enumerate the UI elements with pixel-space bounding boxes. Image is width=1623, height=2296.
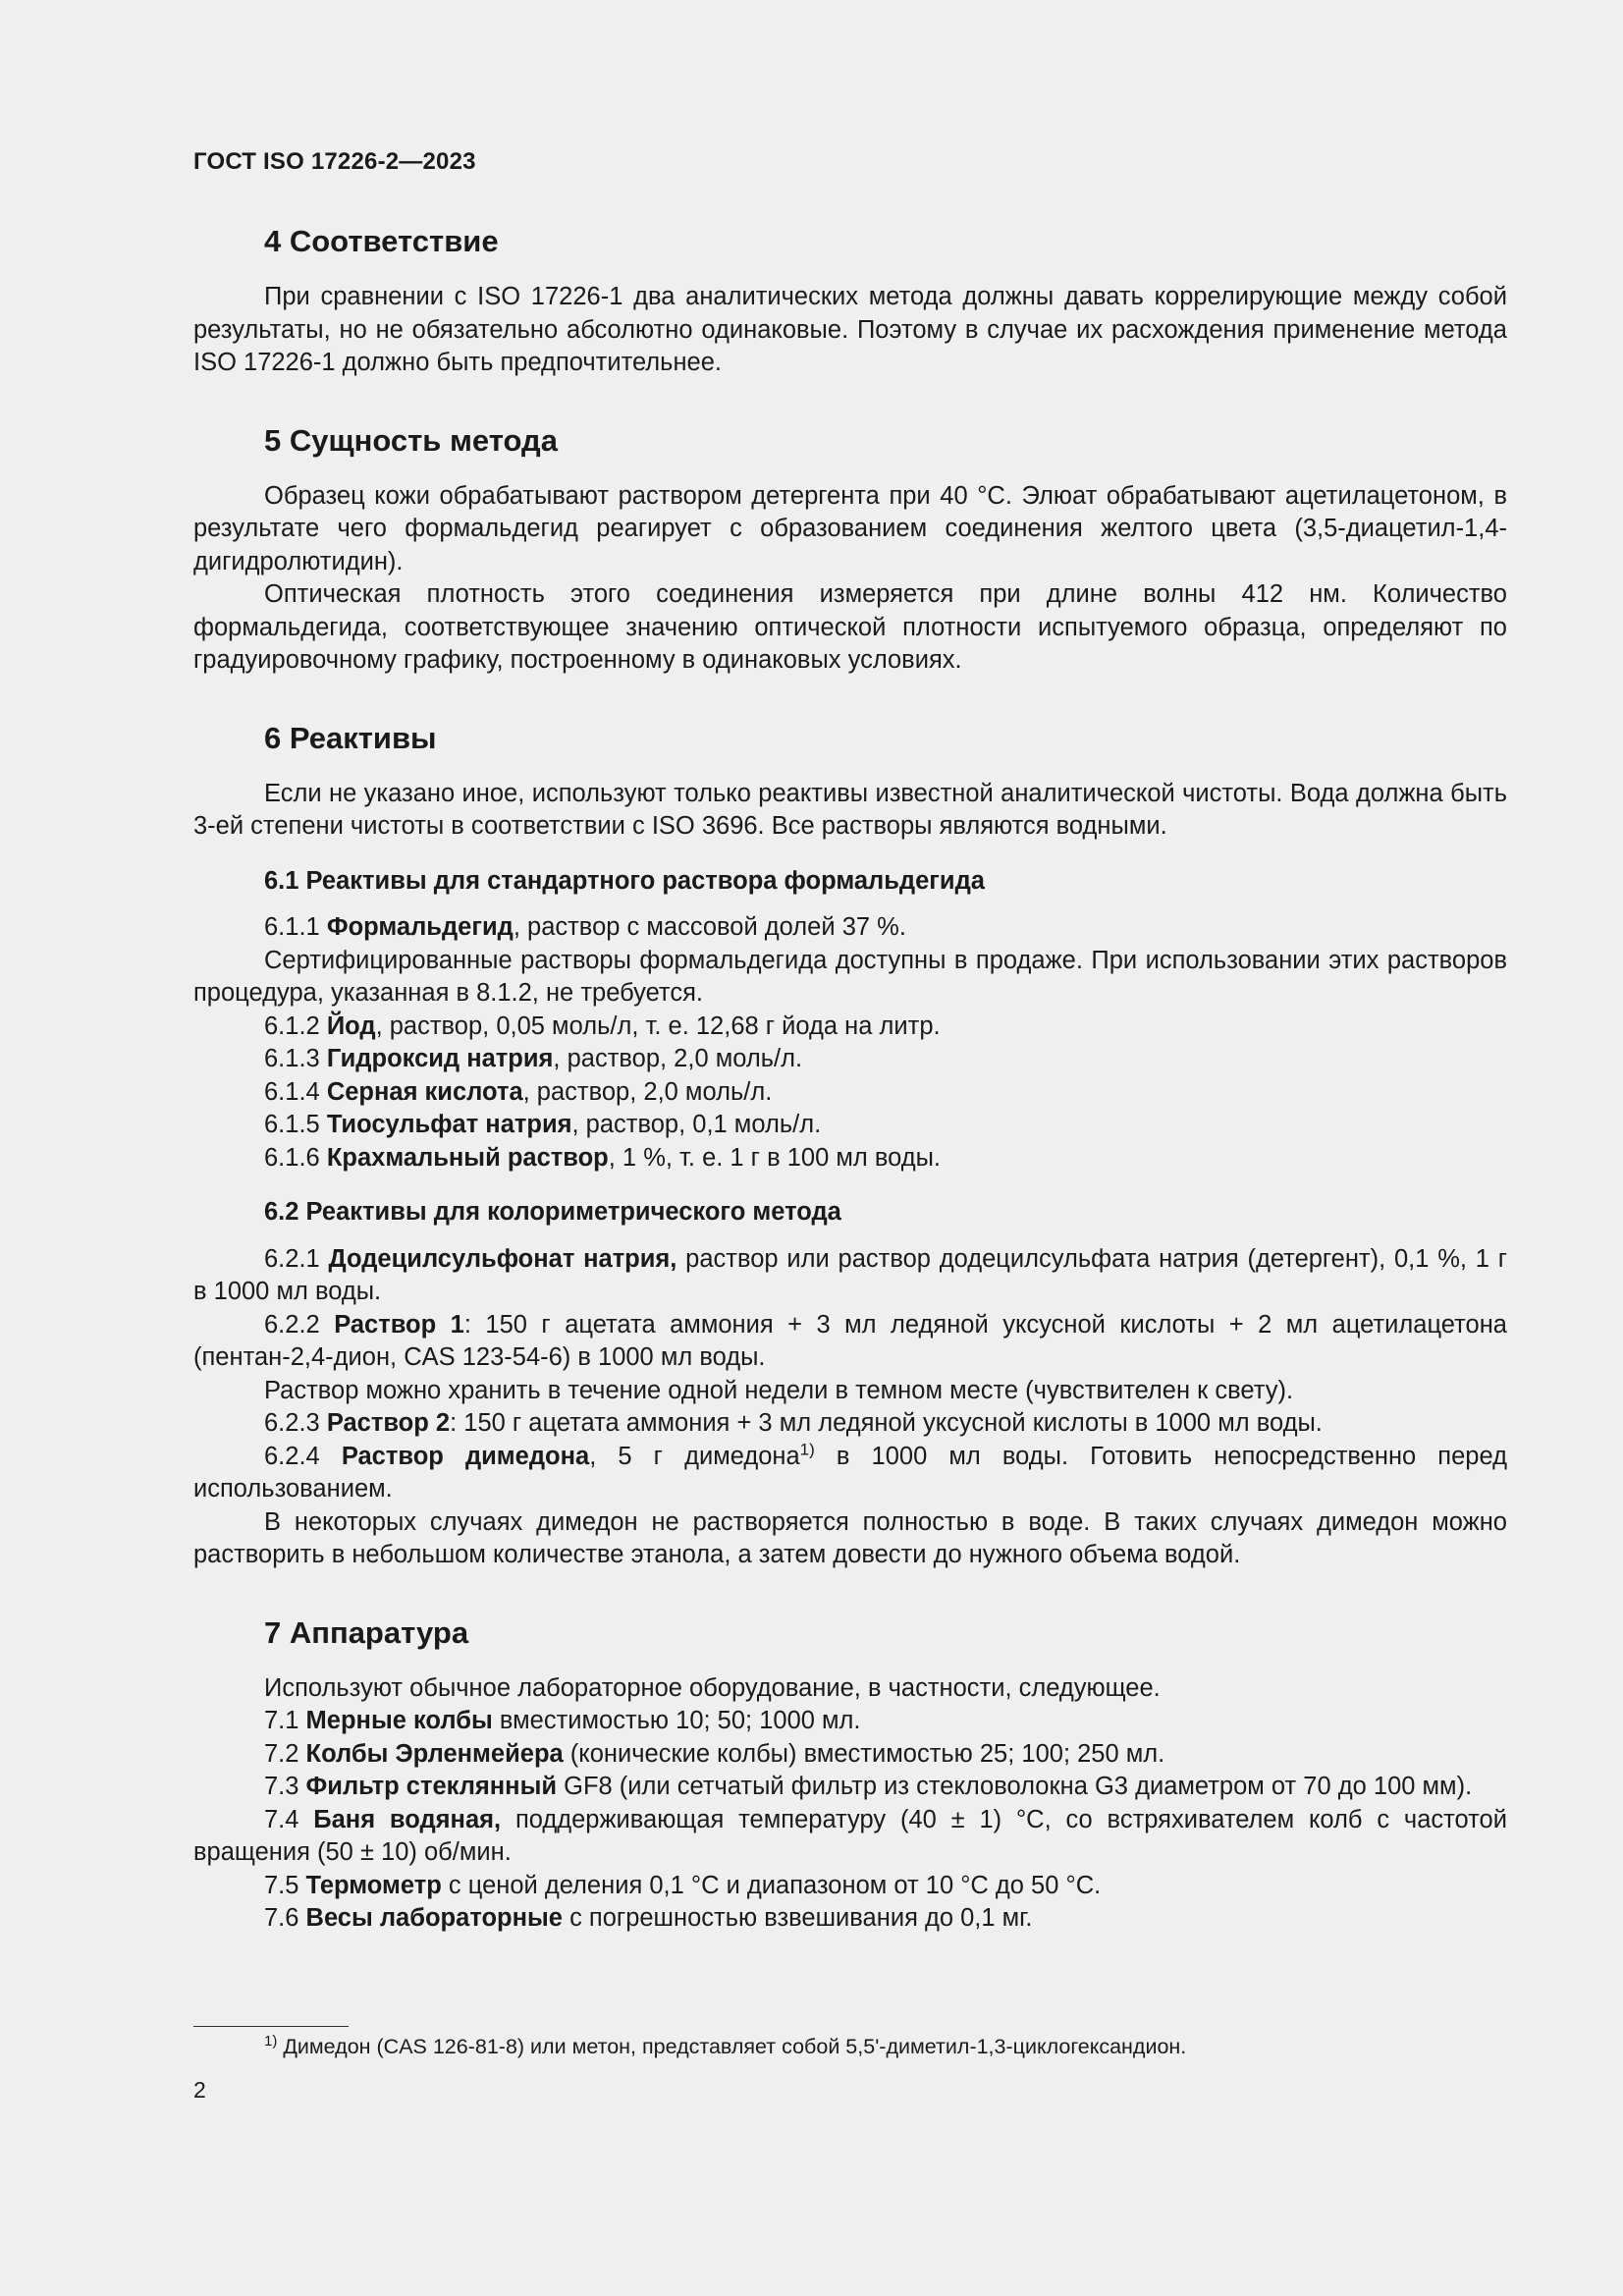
list-item: 7.4 Баня водяная, поддерживающая температуру (40 ± 1) °С, со встряхивателем колб с частотой вращения (50 ± 10) об/мин.: [193, 1805, 1507, 1866]
list-item: 6.1.1 Формальдегид, раствор с массовой долей 37 %.: [264, 913, 906, 941]
list-item: 7.1 Мерные колбы вместимостью 10; 50; 1000 мл.: [264, 1707, 861, 1734]
paragraph: Сертифицированные растворы формальдегида доступны в продаже. При использовании этих растворов процедура, указанная в 8.1.2, не требуется.: [193, 946, 1507, 1007]
list-item: 6.2.4 Раствор димедона, 5 г димедона$^{1)}$ в 1000 мл воды. Готовить непосредственно перед использованием.: [193, 1440, 1507, 1503]
paragraph: Оптическая плотность этого соединения измеряется при длине волны 412 нм. Количество формальдегида, соответствующее значению оптической плотности испытуемого образца, определяют по градуировочному графику, построенному в одинаковых условиях.: [193, 580, 1507, 674]
list-item: 6.1.4 Серная кислота, раствор, 2,0 моль/л.: [264, 1077, 773, 1106]
footnote-marker: 1): [264, 2032, 278, 2050]
paragraph: Используют обычное лабораторное оборудование, в частности, следующее.: [264, 1673, 1161, 1702]
page-number: 2: [193, 2077, 206, 2103]
list-item: 7.2 Колбы Эрленмейера (конические колбы) вместимостью 25; 100; 250 мл.: [264, 1739, 1165, 1768]
footnote: [264, 2033, 1186, 2060]
section-heading-4: 4 Соответствие: [264, 224, 499, 258]
section-heading-7: 7 Аппаратура: [264, 1614, 469, 1650]
page-content: [193, 220, 1507, 1936]
section-heading-5: 5 Сущность метода: [264, 422, 558, 458]
list-item: 6.1.6 Крахмальный раствор, 1 %, т. е. 1 г в 100 мл воды.: [264, 1143, 942, 1172]
paragraph: При сравнении с ISO 17226-1 два аналитических метода должны давать коррелирующие между собой результаты, но не обязательно абсолютно одинаковые. Поэтому в случае их расхождения применение метода ISO 17226-1 должно быть предпочтительнее.: [193, 283, 1507, 376]
paragraph: В некоторых случаях димедон не растворяется полностью в воде. В таких случаях димедон можно растворить в небольшом количестве этанола, а затем довести до нужного объема водой.: [193, 1507, 1507, 1568]
list-item: 7.3 Фильтр стеклянный GF8 (или сетчатый фильтр из стекловолокна G3 диаметром от 70 до 100 мм).: [264, 1773, 1473, 1800]
list-item: 6.2.2 Раствор 1: 150 г ацетата аммония + 3 мл ледяной уксусной кислоты + 2 мл ацетилацетона (пентан-2,4-дион, CAS 123-54-6) в 1000 мл воды.: [193, 1310, 1507, 1371]
section-heading-6: 6 Реактивы: [264, 720, 437, 755]
list-item: 7.6 Весы лабораторные с погрешностью взвешивания до 0,1 мг.: [264, 1904, 1033, 1932]
list-item: 6.2.1 Додецилсульфонат натрия, раствор или раствор додецилсульфата натрия (детергент), 0,1 %, 1 г в 1000 мл воды.: [193, 1244, 1507, 1305]
list-item: 6.1.2 Йод, раствор, 0,05 моль/л, т. е. 12,68 г йода на литр.: [264, 1011, 941, 1040]
list-item: 6.2.3 Раствор 2: 150 г ацетата аммония + 3 мл ледяной уксусной кислоты в 1000 мл воды.: [264, 1409, 1323, 1437]
paragraph: Если не указано иное, используют только реактивы известной аналитической чистоты. Вода должна быть 3-ей степени чистоты в соответствии с ISO 3696. Все растворы являются водными.: [193, 779, 1507, 840]
footnote-text: Димедон (CAS 126-81-8) или метон, представляет собой 5,5'-диметил-1,3-циклогександион.: [277, 2035, 1187, 2058]
paragraph: Раствор можно хранить в течение одной недели в темном месте (чувствителен к свету).: [264, 1376, 1294, 1404]
subsection-heading-6-1: 6.1 Реактивы для стандартного раствора формальдегида: [264, 866, 985, 895]
subsection-heading-6-2: 6.2 Реактивы для колориметрического метода: [264, 1198, 841, 1226]
document-header: ГОСТ ISO 17226-2—2023: [193, 148, 476, 175]
list-item: 6.1.5 Тиосульфат натрия, раствор, 0,1 моль/л.: [264, 1111, 822, 1138]
list-item: 6.1.3 Гидроксид натрия, раствор, 2,0 моль/л.: [264, 1045, 803, 1072]
list-item: 7.5 Термометр с ценой деления 0,1 °С и диапазоном от 10 °С до 50 °С.: [264, 1871, 1102, 1899]
footnote-separator: [193, 2026, 349, 2027]
paragraph: Образец кожи обрабатывают раствором детергента при 40 °С. Элюат обрабатывают ацетилацетоном, в результате чего формальдегид реагирует с образованием соединения желтого цвета (3,5-диацетил-1,4-дигидролютидин).: [193, 481, 1507, 575]
footnote-reference: 1): [799, 1440, 815, 1458]
